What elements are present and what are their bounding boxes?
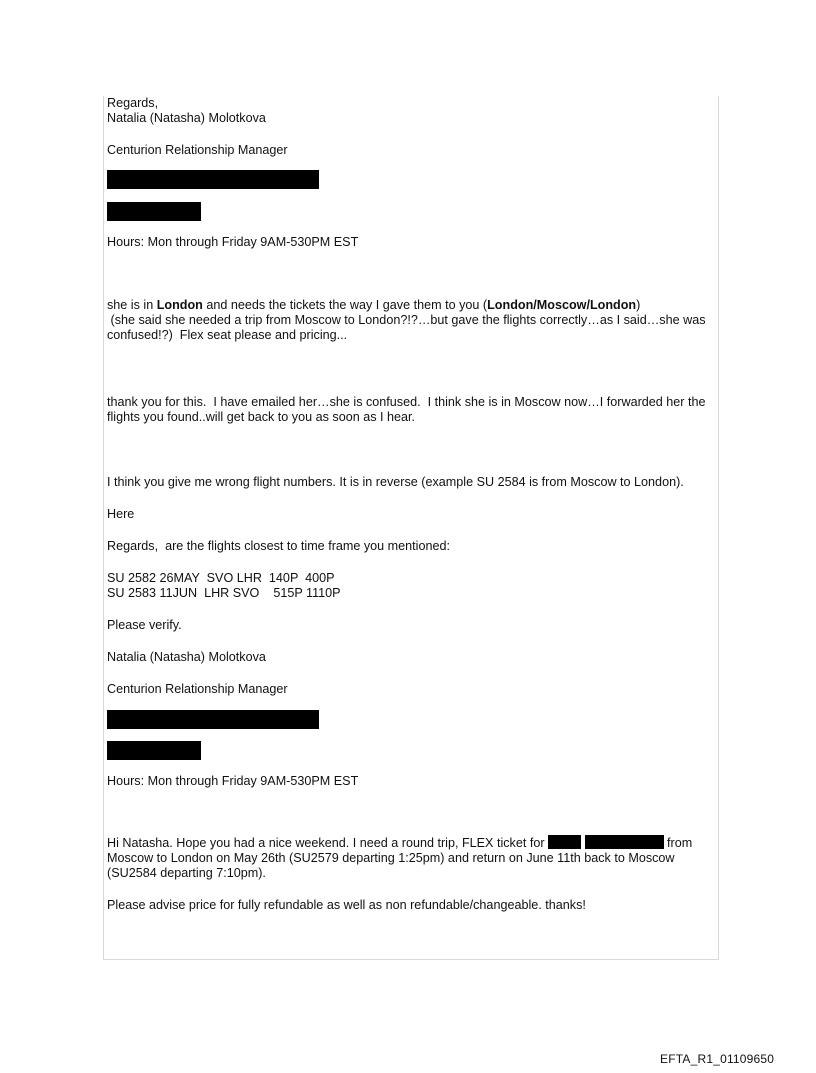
bold-text: London [156, 298, 203, 312]
redaction-block [107, 202, 201, 221]
message-text: she is in [107, 298, 157, 312]
message-text: Please verify. [107, 618, 182, 632]
message-paragraph [107, 835, 719, 881]
message-text: and needs the tickets the way I gave them to you ( [202, 298, 488, 312]
redaction-block [107, 710, 319, 729]
message-paragraph: I think you give me wrong flight numbers. It is in reverse (example SU 2584 is from Moscow to London). [107, 475, 684, 489]
signature-name: Natalia (Natasha) Molotkova [107, 111, 266, 125]
redaction-block [548, 835, 581, 849]
document-id: EFTA_R1_01109650 [660, 1052, 775, 1066]
signature-hours: Hours: Mon through Friday 9AM-530PM EST [107, 774, 359, 788]
closing-line: Regards, [107, 96, 159, 110]
bold-text: London/Moscow/London [487, 298, 637, 312]
redaction-block [107, 741, 201, 760]
message-paragraph: Please advise price for fully refundable as well as non refundable/changeable. thanks! [107, 898, 586, 912]
message-text: Regards, are the flights closest to time frame you mentioned: [107, 539, 450, 553]
signature-hours: Hours: Mon through Friday 9AM-530PM EST [107, 235, 359, 249]
redaction-block [585, 835, 664, 849]
message-text: Here [107, 507, 135, 521]
message-text: from Moscow to London on May 26th (SU2579 departing 1:25pm) and return on June 11th back to Moscow (SU2584 departing 7:10pm). [107, 836, 696, 880]
redaction-block [107, 170, 319, 189]
message-text: Hi Natasha. Hope you had a nice weekend. I need a round trip, FLEX ticket for [107, 836, 549, 850]
signature-title: Centurion Relationship Manager [107, 143, 288, 157]
signature-name: Natalia (Natasha) Molotkova [107, 650, 266, 664]
message-paragraph [107, 298, 719, 343]
email-thread [107, 96, 719, 913]
message-text: ) (she said she needed a trip from Moscow to London?!?…but gave the flights correctly…as I said…she was confused!?) Flex seat please and pricing... [107, 298, 706, 342]
message-paragraph: thank you for this. I have emailed her…she is confused. I think she is in Moscow now…I forwarded her the flights you found..will get back to you as soon as I hear. [107, 395, 709, 424]
signature-title: Centurion Relationship Manager [107, 682, 288, 696]
flight-line: SU 2582 26MAY SVO LHR 140P 400P [107, 571, 335, 585]
flight-line: SU 2583 11JUN LHR SVO 515P 1110P [107, 586, 341, 600]
